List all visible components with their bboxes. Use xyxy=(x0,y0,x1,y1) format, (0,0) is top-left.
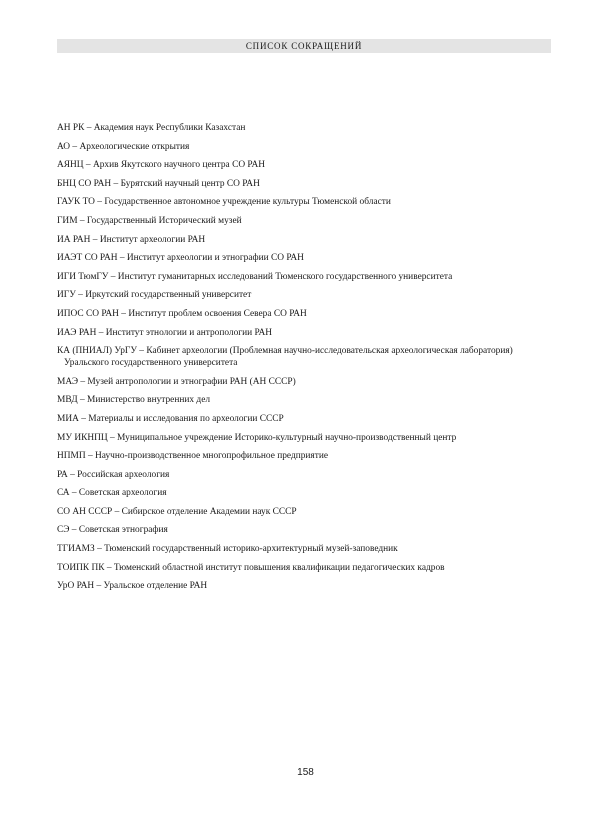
abbreviation-item: АЯНЦ – Архив Якутского научного центра СО РАН xyxy=(57,160,265,171)
abbreviation-item: ИАЭТ СО РАН – Институт археологии и этнографии СО РАН xyxy=(57,253,304,264)
abbreviation-item: СО АН СССР – Сибирское отделение Академии наук СССР xyxy=(57,506,297,517)
abbreviation-item: ТГИАМЗ – Тюменский государственный историко-архитектурный музей-заповедник xyxy=(57,544,398,555)
abbreviation-list xyxy=(57,122,551,599)
abbreviation-item: НПМП – Научно-производственное многопрофильное предприятие xyxy=(57,451,329,462)
abbreviation-item: ГИМ – Государственный Исторический музей xyxy=(57,215,242,226)
running-header xyxy=(57,39,551,53)
abbreviation-item: МАЭ – Музей антропологии и этнографии РАН (АН СССР) xyxy=(57,376,296,387)
page-title: СПИСОК СОКРАЩЕНИЙ xyxy=(245,41,363,51)
abbreviation-item: МУ ИКНПЦ – Муниципальное учреждение Историко-культурный научно-производственный центр xyxy=(57,432,457,443)
abbreviation-item: ИГУ – Иркутский государственный университет xyxy=(57,290,252,301)
abbreviation-item: АН РК – Академия наук Республики Казахстан xyxy=(57,123,246,133)
abbreviation-item: РА – Российская археология xyxy=(57,469,170,480)
abbreviation-item: ИАЭ РАН – Институт этнологии и антропологии РАН xyxy=(57,327,273,338)
abbreviation-item: ИГИ ТюмГУ – Институт гуманитарных исследований Тюменского государственного университета xyxy=(57,271,453,282)
abbreviation-item: УрО РАН – Уральское отделение РАН xyxy=(57,581,208,592)
page-number: 158 xyxy=(297,767,314,778)
abbreviation-item: СА – Советская археология xyxy=(57,488,167,499)
abbreviation-item: ИА РАН – Институт археологии РАН xyxy=(57,234,206,245)
abbreviation-item: АО – Археологические открытия xyxy=(57,141,190,152)
abbreviation-item: ТОИПК ПК – Тюменский областной институт повышения квалификации педагогических кадров xyxy=(57,562,445,573)
abbreviation-item: КА (ПНИАЛ) УрГУ – Кабинет археологии (Проблемная научно-исследовательская археологическая лаборатория) Уральского государственного университета xyxy=(57,346,513,369)
abbreviation-item: ГАУК ТО – Государственное автономное учреждение культуры Тюменской области xyxy=(57,197,391,208)
abbreviation-item: МИА – Материалы и исследования по археологии СССР xyxy=(57,413,284,424)
abbreviation-item: МВД – Министерство внутренних дел xyxy=(57,395,211,406)
abbreviation-item: БНЦ СО РАН – Бурятский научный центр СО РАН xyxy=(57,178,260,189)
abbreviation-item: СЭ – Советская этнография xyxy=(57,525,168,536)
abbreviation-item: ИПОС СО РАН – Институт проблем освоения Севера СО РАН xyxy=(57,308,307,319)
